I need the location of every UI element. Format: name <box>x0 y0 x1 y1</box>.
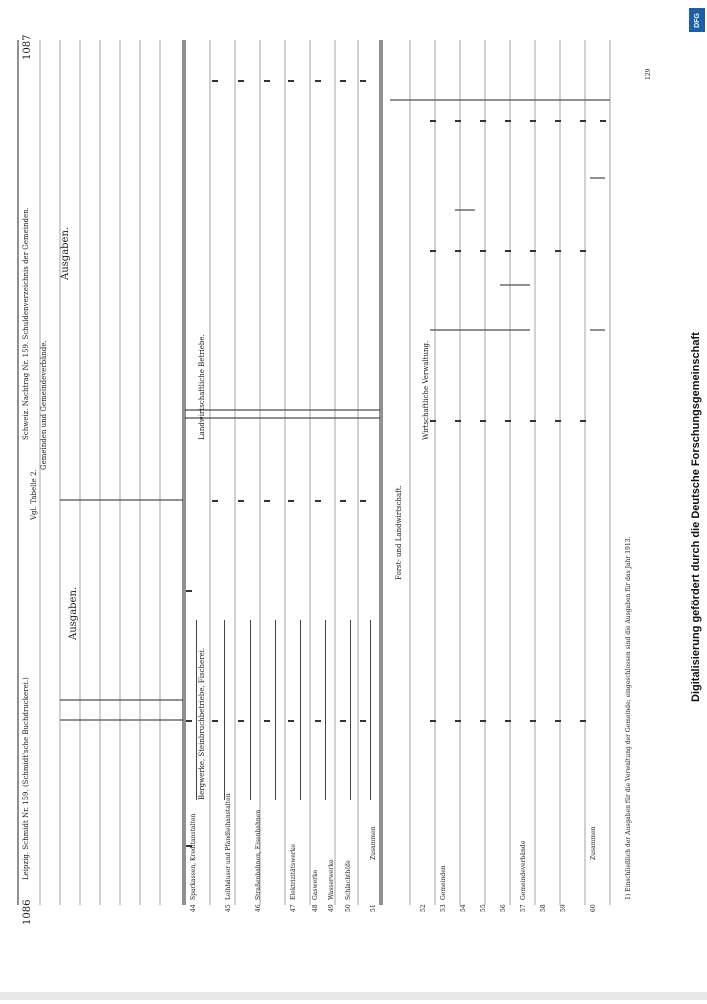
dfg-logo <box>689 8 705 32</box>
row-label: Elektrizitätswerke <box>290 844 297 900</box>
dfg-logo-text: DFG <box>693 12 701 28</box>
row-label: Zusammen <box>590 826 597 860</box>
row-number: 59 <box>560 904 567 912</box>
row-label: Gaswerke <box>312 869 319 900</box>
right-header: Schweiz. Nachtrag Nr. 159. Schuldenverzeichnis der Gemeinden. <box>22 207 30 440</box>
row-label: Leihhäuser und Pfandleihanstalten <box>225 793 232 900</box>
row-label: Wasserwerke <box>328 859 335 900</box>
row-label: Sparkassen, Kreditanstalten <box>190 813 197 900</box>
scan-bottom-edge <box>0 992 707 1000</box>
banner-text: Digitalisierung gefördert durch die Deutsche Forschungsgemeinschaft <box>690 332 702 702</box>
row-number: 47 <box>290 904 297 912</box>
subsection-verwaltung: Wirtschaftliche Verwaltung. <box>422 340 430 440</box>
row-number: 57 <box>520 904 527 912</box>
row-label: Zusammen <box>370 826 377 860</box>
row-number: 48 <box>312 904 319 912</box>
subsection-landwirtschaft: Landwirtschaftliche Betriebe. <box>198 334 206 440</box>
row-number: 56 <box>500 904 507 912</box>
row-number: 58 <box>540 904 547 912</box>
row-number: 60 <box>590 904 597 912</box>
row-number: 44 <box>190 904 197 912</box>
row-label: Straßenbahnen, Eisenbahnen <box>255 809 262 900</box>
left-page-number: 1086 <box>22 899 33 925</box>
right-page-number: 1087 <box>22 34 33 60</box>
row-number: 52 <box>420 904 427 912</box>
row-number: 50 <box>345 904 352 912</box>
left-subheading: Vgl. Tabelle 2. <box>30 469 38 520</box>
row-label: Gemeindeverbände <box>520 840 527 900</box>
row-number: 54 <box>460 904 467 912</box>
left-section-title: Ausgaben. <box>68 586 79 640</box>
left-header: Leipzig. Schmidt Nr. 159. (Schmidt'sche Buchdruckerei.) <box>22 677 30 880</box>
right-footnote-number: 129 <box>645 68 652 80</box>
row-number: 55 <box>480 904 487 912</box>
row-number: 46 <box>255 904 262 912</box>
row-label: Gemeinden <box>440 865 447 900</box>
row-number: 51 <box>370 904 377 912</box>
row-number: 53 <box>440 904 447 912</box>
right-subheading: Gemeinden und Gemeindeverbände. <box>40 340 48 470</box>
subsection-bergwerke: Bergwerke, Steinbruchbetriebe, Fischerei. <box>198 647 206 800</box>
row-label: Schlachthöfe <box>345 860 352 900</box>
row-number: 45 <box>225 904 232 912</box>
right-section-title: Ausgaben. <box>60 226 71 280</box>
left-footnote: 1) Einschließlich der Ausgaben für die Verwaltung der Gemeinde; eingeschlossen sind die Ausgaben für das Jahr 1913. <box>625 536 632 900</box>
subsection-forst: Forst- und Landwirtschaft. <box>395 485 403 580</box>
row-number: 49 <box>328 904 335 912</box>
